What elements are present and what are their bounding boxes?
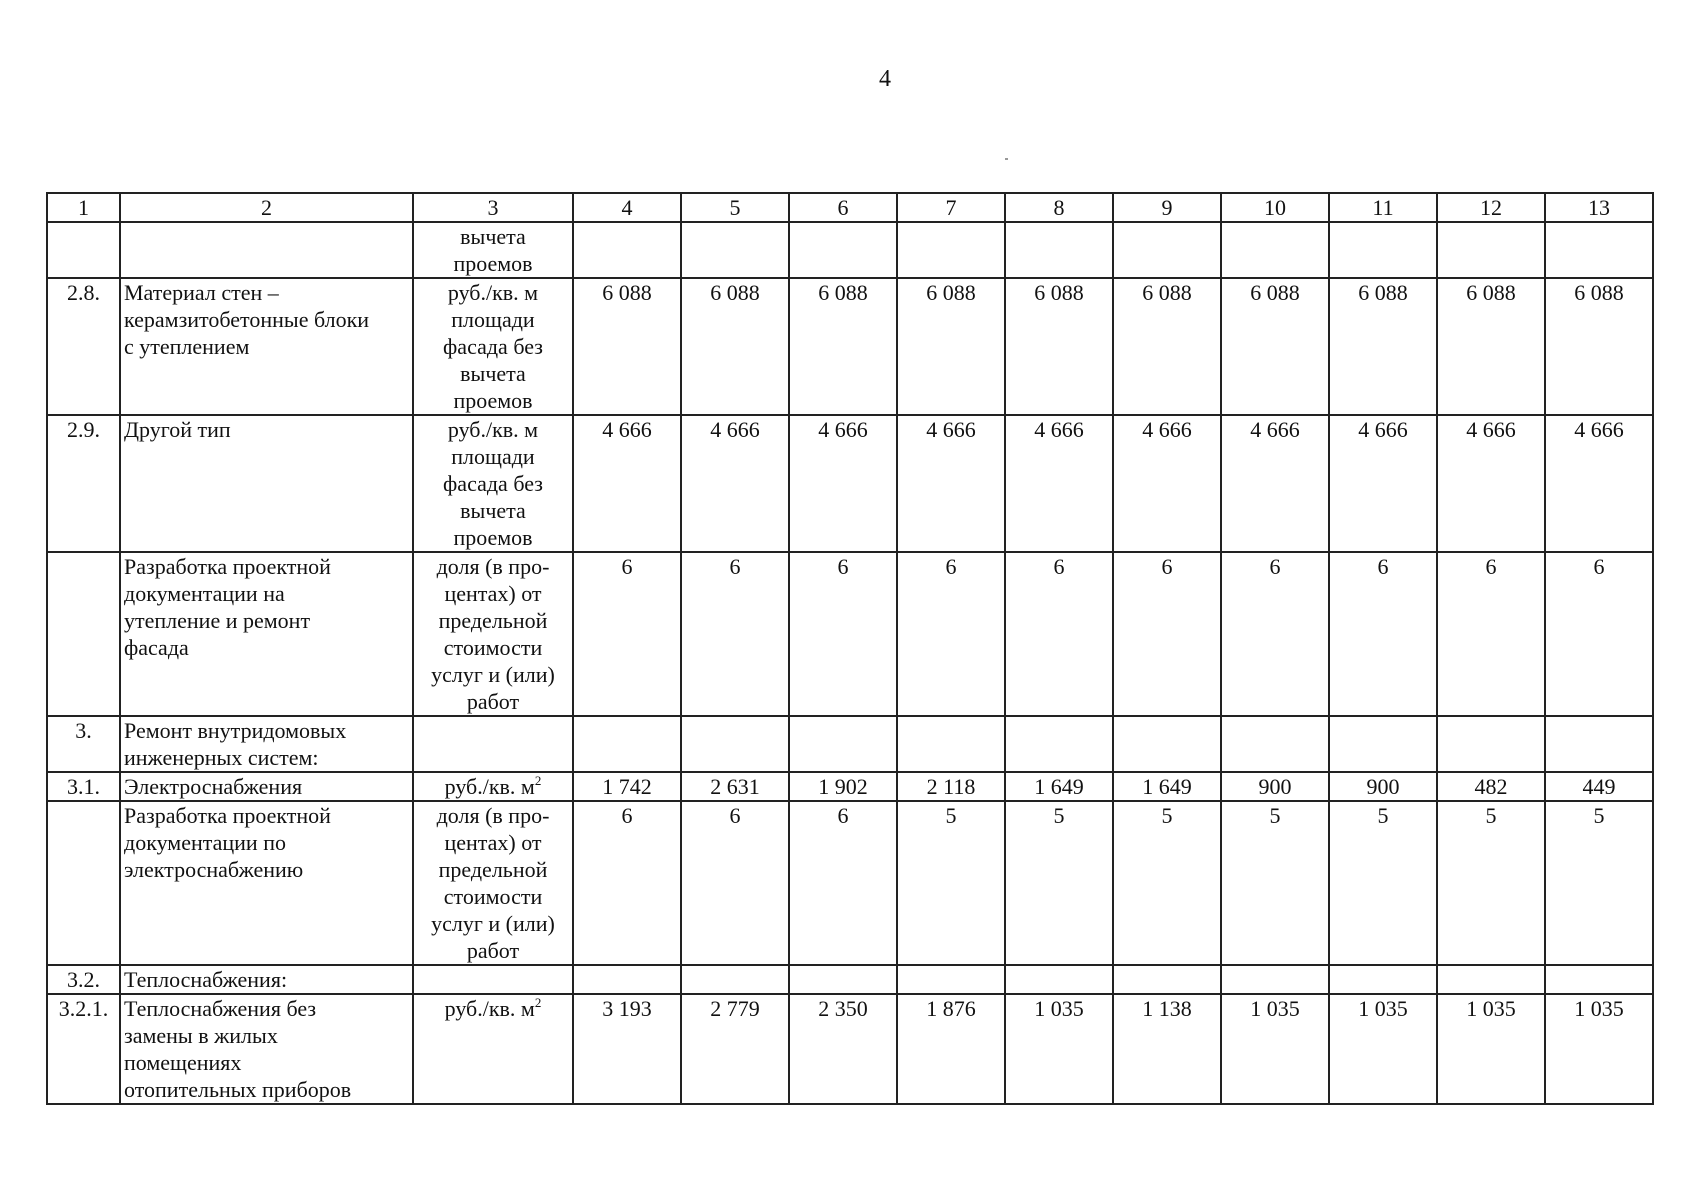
value-cell: 900 xyxy=(1221,772,1329,801)
row-number: 3. xyxy=(47,716,120,772)
value-cell xyxy=(1545,716,1653,772)
value-cell: 6 088 xyxy=(1545,278,1653,415)
value-cell: 6 xyxy=(1545,552,1653,716)
value-cell: 6 xyxy=(681,552,789,716)
value-cell: 6 088 xyxy=(681,278,789,415)
value-cell: 6 088 xyxy=(897,278,1005,415)
value-cell: 6 xyxy=(789,552,897,716)
table-row xyxy=(47,552,1653,716)
value-cell xyxy=(897,222,1005,278)
value-cell: 2 350 xyxy=(789,994,897,1104)
value-cell xyxy=(1113,222,1221,278)
value-cell xyxy=(897,716,1005,772)
row-name xyxy=(120,222,413,278)
value-cell: 4 666 xyxy=(1221,415,1329,552)
row-number: 3.1. xyxy=(47,772,120,801)
unit-superscript: 2 xyxy=(534,995,542,1010)
value-cell xyxy=(897,965,1005,994)
value-cell: 4 666 xyxy=(897,415,1005,552)
value-cell: 4 666 xyxy=(681,415,789,552)
column-header: 2 xyxy=(120,193,413,222)
value-cell: 1 742 xyxy=(573,772,681,801)
value-cell xyxy=(1329,716,1437,772)
row-number xyxy=(47,222,120,278)
value-cell xyxy=(681,222,789,278)
value-cell: 6 088 xyxy=(1329,278,1437,415)
value-cell: 2 779 xyxy=(681,994,789,1104)
row-name: Разработка проектной документации на утепление и ремонт фасада xyxy=(120,552,413,716)
value-cell: 6 088 xyxy=(1221,278,1329,415)
value-cell xyxy=(1221,716,1329,772)
value-cell: 6 088 xyxy=(573,278,681,415)
value-cell: 1 035 xyxy=(1545,994,1653,1104)
value-cell: 6 xyxy=(573,552,681,716)
value-cell xyxy=(1545,965,1653,994)
value-cell: 1 035 xyxy=(1437,994,1545,1104)
value-cell xyxy=(1437,716,1545,772)
value-cell: 5 xyxy=(1221,801,1329,965)
row-number: 3.2. xyxy=(47,965,120,994)
value-cell: 6 xyxy=(789,801,897,965)
value-cell: 1 649 xyxy=(1005,772,1113,801)
unit-text: руб./кв. м xyxy=(444,774,535,799)
table-row xyxy=(47,716,1653,772)
value-cell xyxy=(1329,222,1437,278)
value-cell: 1 035 xyxy=(1221,994,1329,1104)
value-cell: 6 xyxy=(1113,552,1221,716)
table-row xyxy=(47,415,1653,552)
table-row xyxy=(47,801,1653,965)
value-cell xyxy=(1005,965,1113,994)
value-cell: 5 xyxy=(1545,801,1653,965)
value-cell xyxy=(1221,222,1329,278)
value-cell: 5 xyxy=(1437,801,1545,965)
column-header: 12 xyxy=(1437,193,1545,222)
value-cell: 6 088 xyxy=(1005,278,1113,415)
value-cell xyxy=(573,716,681,772)
column-header: 1 xyxy=(47,193,120,222)
column-header: 8 xyxy=(1005,193,1113,222)
table-row xyxy=(47,222,1653,278)
row-unit xyxy=(413,772,573,801)
value-cell xyxy=(1005,716,1113,772)
value-cell xyxy=(1113,965,1221,994)
column-header: 5 xyxy=(681,193,789,222)
row-unit xyxy=(413,415,573,552)
row-name: Материал стен – керамзитобетонные блоки с утеплением xyxy=(120,278,413,415)
row-number: 2.9. xyxy=(47,415,120,552)
column-header: 3 xyxy=(413,193,573,222)
value-cell: 5 xyxy=(1329,801,1437,965)
row-unit xyxy=(413,994,573,1104)
column-header: 11 xyxy=(1329,193,1437,222)
table-row xyxy=(47,965,1653,994)
row-name: Ремонт внутридомовых инженерных систем: xyxy=(120,716,413,772)
value-cell: 4 666 xyxy=(1437,415,1545,552)
value-cell: 1 902 xyxy=(789,772,897,801)
unit-text: руб./кв. м площади фасада без вычета проемов xyxy=(443,280,543,413)
value-cell: 3 193 xyxy=(573,994,681,1104)
row-unit xyxy=(413,716,573,772)
row-name: Теплоснабжения: xyxy=(120,965,413,994)
value-cell: 1 138 xyxy=(1113,994,1221,1104)
value-cell xyxy=(1545,222,1653,278)
value-cell xyxy=(1113,716,1221,772)
value-cell: 6 xyxy=(573,801,681,965)
row-name: Электроснабжения xyxy=(120,772,413,801)
value-cell: 1 649 xyxy=(1113,772,1221,801)
unit-text: доля (в про- центах) от предельной стоимости услуг и (или) работ xyxy=(431,803,555,963)
value-cell: 4 666 xyxy=(1545,415,1653,552)
row-number xyxy=(47,801,120,965)
value-cell: 900 xyxy=(1329,772,1437,801)
unit-text: вычета проемов xyxy=(453,224,533,276)
value-cell: 5 xyxy=(1005,801,1113,965)
value-cell: 6 xyxy=(1221,552,1329,716)
value-cell xyxy=(1221,965,1329,994)
value-cell: 4 666 xyxy=(573,415,681,552)
value-cell: 1 035 xyxy=(1005,994,1113,1104)
unit-superscript: 2 xyxy=(534,773,542,788)
value-cell: 6 xyxy=(681,801,789,965)
value-cell xyxy=(789,965,897,994)
value-cell: 1 035 xyxy=(1329,994,1437,1104)
value-cell: 4 666 xyxy=(789,415,897,552)
unit-text: руб./кв. м площади фасада без вычета проемов xyxy=(443,417,543,550)
value-cell: 4 666 xyxy=(1329,415,1437,552)
column-number-row xyxy=(47,193,1653,222)
unit-text: доля (в про- центах) от предельной стоимости услуг и (или) работ xyxy=(431,554,555,714)
value-cell: 5 xyxy=(1113,801,1221,965)
row-name: Другой тип xyxy=(120,415,413,552)
value-cell xyxy=(789,222,897,278)
unit-text: руб./кв. м xyxy=(444,996,535,1021)
value-cell: 6 xyxy=(897,552,1005,716)
row-unit xyxy=(413,552,573,716)
value-cell: 6 088 xyxy=(1437,278,1545,415)
table-row xyxy=(47,278,1653,415)
value-cell: 6 xyxy=(1005,552,1113,716)
value-cell: 482 xyxy=(1437,772,1545,801)
value-cell: 6 xyxy=(1329,552,1437,716)
column-header: 6 xyxy=(789,193,897,222)
column-header: 10 xyxy=(1221,193,1329,222)
value-cell xyxy=(1437,222,1545,278)
value-cell xyxy=(789,716,897,772)
column-header: 4 xyxy=(573,193,681,222)
table-row xyxy=(47,772,1653,801)
value-cell: 6 xyxy=(1437,552,1545,716)
column-header: 9 xyxy=(1113,193,1221,222)
value-cell xyxy=(681,716,789,772)
rates-table xyxy=(46,192,1654,1105)
row-unit xyxy=(413,965,573,994)
row-name: Теплоснабжения без замены в жилых помещениях отопительных приборов xyxy=(120,994,413,1104)
value-cell: 449 xyxy=(1545,772,1653,801)
row-name: Разработка проектной документации по электроснабжению xyxy=(120,801,413,965)
scan-speck xyxy=(1005,158,1008,160)
column-header: 13 xyxy=(1545,193,1653,222)
value-cell: 4 666 xyxy=(1005,415,1113,552)
row-unit xyxy=(413,222,573,278)
value-cell: 2 118 xyxy=(897,772,1005,801)
value-cell: 5 xyxy=(897,801,1005,965)
value-cell: 6 088 xyxy=(1113,278,1221,415)
value-cell xyxy=(1329,965,1437,994)
value-cell xyxy=(573,965,681,994)
value-cell xyxy=(681,965,789,994)
row-unit xyxy=(413,278,573,415)
value-cell xyxy=(1005,222,1113,278)
value-cell xyxy=(573,222,681,278)
table-row xyxy=(47,994,1653,1104)
row-number: 2.8. xyxy=(47,278,120,415)
row-number: 3.2.1. xyxy=(47,994,120,1104)
value-cell xyxy=(1437,965,1545,994)
row-number xyxy=(47,552,120,716)
value-cell: 4 666 xyxy=(1113,415,1221,552)
value-cell: 6 088 xyxy=(789,278,897,415)
value-cell: 1 876 xyxy=(897,994,1005,1104)
row-unit xyxy=(413,801,573,965)
column-header: 7 xyxy=(897,193,1005,222)
page-number: 4 xyxy=(879,66,891,92)
value-cell: 2 631 xyxy=(681,772,789,801)
